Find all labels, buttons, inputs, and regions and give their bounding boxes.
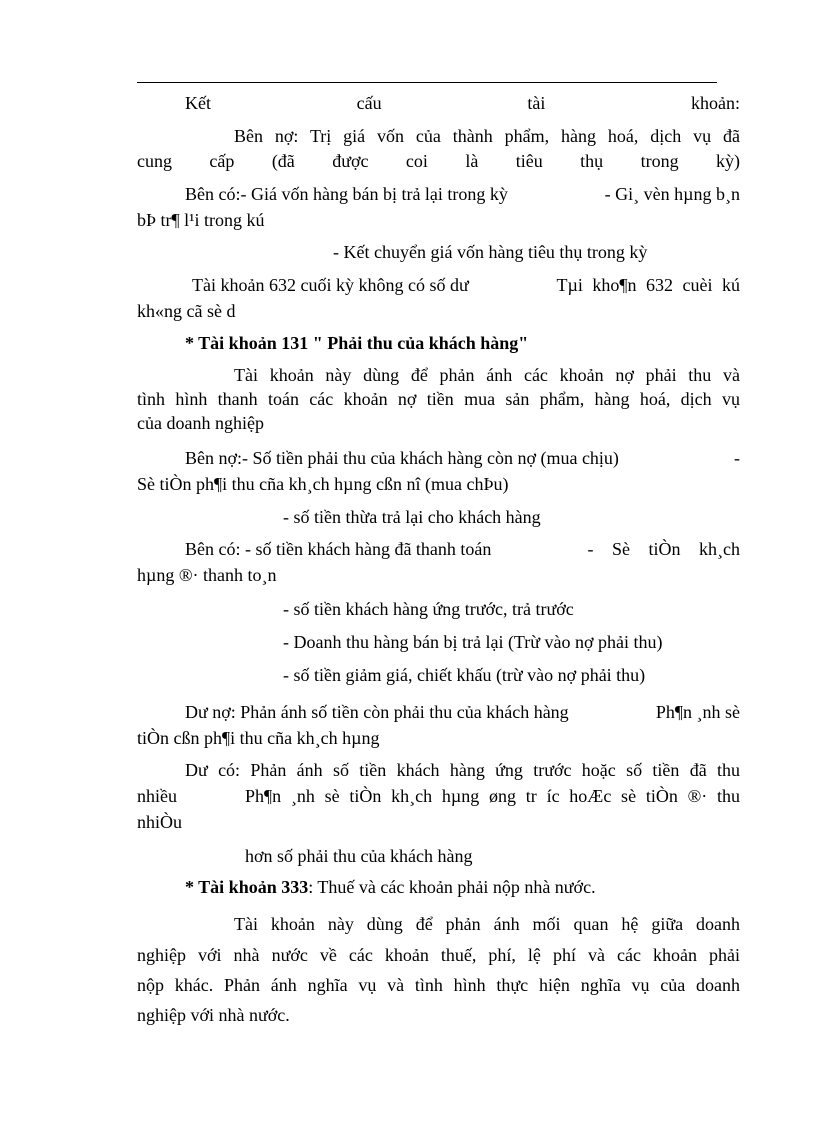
paragraph-line bbox=[185, 447, 740, 469]
text-segment: - Sè tiÒn kh¸ch bbox=[587, 539, 740, 559]
text-segment: Tài khoản 632 cuối kỳ không có số dư bbox=[192, 275, 469, 295]
text-segment: Ph¶n ¸nh sè bbox=[655, 702, 740, 722]
paragraph-line: nhiều bbox=[137, 786, 177, 806]
text-segment: Bên có: - số tiền khách hàng đã thanh toán bbox=[185, 539, 492, 559]
paragraph-line: nghiệp với nhà nước. bbox=[137, 1005, 290, 1025]
paragraph-line: Bên nợ: Trị giá vốn của thành phẩm, hàng hoá, dịch vụ đã bbox=[234, 126, 740, 146]
paragraph-line bbox=[185, 183, 740, 205]
header-rule bbox=[137, 82, 717, 83]
text-segment: Bên nợ:- Số tiền phải thu của khách hàng còn nợ (mua chịu) bbox=[185, 448, 619, 468]
paragraph-line: - số tiền thừa trả lại cho khách hàng bbox=[283, 507, 541, 527]
section-heading-333 bbox=[185, 876, 740, 898]
paragraph-line: - Kết chuyển giá vốn hàng tiêu thụ trong kỳ bbox=[333, 242, 648, 262]
paragraph-line: tiÒn cßn ph¶i thu cña kh¸ch hµng bbox=[137, 728, 380, 748]
text-segment: Bên có:- Giá vốn hàng bán bị trả lại trong kỳ bbox=[185, 184, 508, 204]
paragraph-line: Tài khoản này dùng để phản ánh mối quan hệ giữa doanh bbox=[234, 914, 740, 934]
paragraph-line: kh«ng cã sè d bbox=[137, 301, 236, 321]
paragraph-line: tình hình thanh toán các khoản nợ tiền mua sản phẩm, hàng hoá, dịch vụ bbox=[137, 389, 740, 409]
paragraph-line bbox=[185, 538, 740, 560]
paragraph-line: bÞ tr¶ l¹i trong kú bbox=[137, 210, 265, 230]
paragraph-line: của doanh nghiệp bbox=[137, 413, 264, 433]
heading-text: * Tài khoản 131 " Phải thu của khách hàng" bbox=[185, 333, 529, 353]
paragraph-line: - Doanh thu hàng bán bị trả lại (Trừ vào nợ phải thu) bbox=[283, 632, 663, 652]
text-segment: Tµi kho¶n 632 cuèi kú bbox=[556, 275, 740, 295]
paragraph-line: cung cấp (đã được coi là tiêu thụ trong kỳ) bbox=[137, 151, 740, 171]
paragraph-line: hµng ®· thanh to¸n bbox=[137, 565, 277, 585]
paragraph-line: - số tiền giảm giá, chiết khấu (trừ vào nợ phải thu) bbox=[283, 665, 646, 685]
paragraph-line: Ph¶n ¸nh sè tiÒn kh¸ch hµng øng tr íc hoÆc sè tiÒn ®· thu bbox=[245, 786, 740, 806]
paragraph-line: hơn số phải thu của khách hàng bbox=[245, 846, 473, 866]
text-segment: Dư nợ: Phản ánh số tiền còn phải thu của khách hàng bbox=[185, 702, 569, 722]
text-segment: - Gi¸ vèn hµng b¸n bbox=[604, 184, 740, 204]
heading-account-structure: Kết cấu tài khoản: bbox=[185, 93, 740, 113]
paragraph-line: Tài khoản này dùng để phản ánh các khoản nợ phải thu và bbox=[234, 365, 740, 385]
paragraph-line: nộp khác. Phản ánh nghĩa vụ và tình hình thực hiện nghĩa vụ của doanh bbox=[137, 975, 740, 995]
text-segment: - bbox=[734, 448, 740, 468]
heading-rest: : Thuế và các khoản phải nộp nhà nước. bbox=[308, 877, 596, 897]
paragraph-line: Sè tiÒn ph¶i thu cña kh¸ch hµng cßn nî (mua chÞu) bbox=[137, 474, 509, 494]
heading-text: * Tài khoản 333 bbox=[185, 877, 309, 897]
paragraph-line: - số tiền khách hàng ứng trước, trả trước bbox=[283, 599, 574, 619]
section-heading-131 bbox=[185, 332, 740, 354]
paragraph-line bbox=[192, 274, 740, 296]
paragraph-line: nghiệp với nhà nước về các khoản thuế, phí, lệ phí và các khoản phải bbox=[137, 945, 740, 965]
paragraph-line bbox=[185, 701, 740, 723]
paragraph-line: Dư có: Phản ánh số tiền khách hàng ứng trước hoặc số tiền đã thu bbox=[185, 760, 740, 780]
paragraph-line: nhiÒu bbox=[137, 812, 182, 832]
